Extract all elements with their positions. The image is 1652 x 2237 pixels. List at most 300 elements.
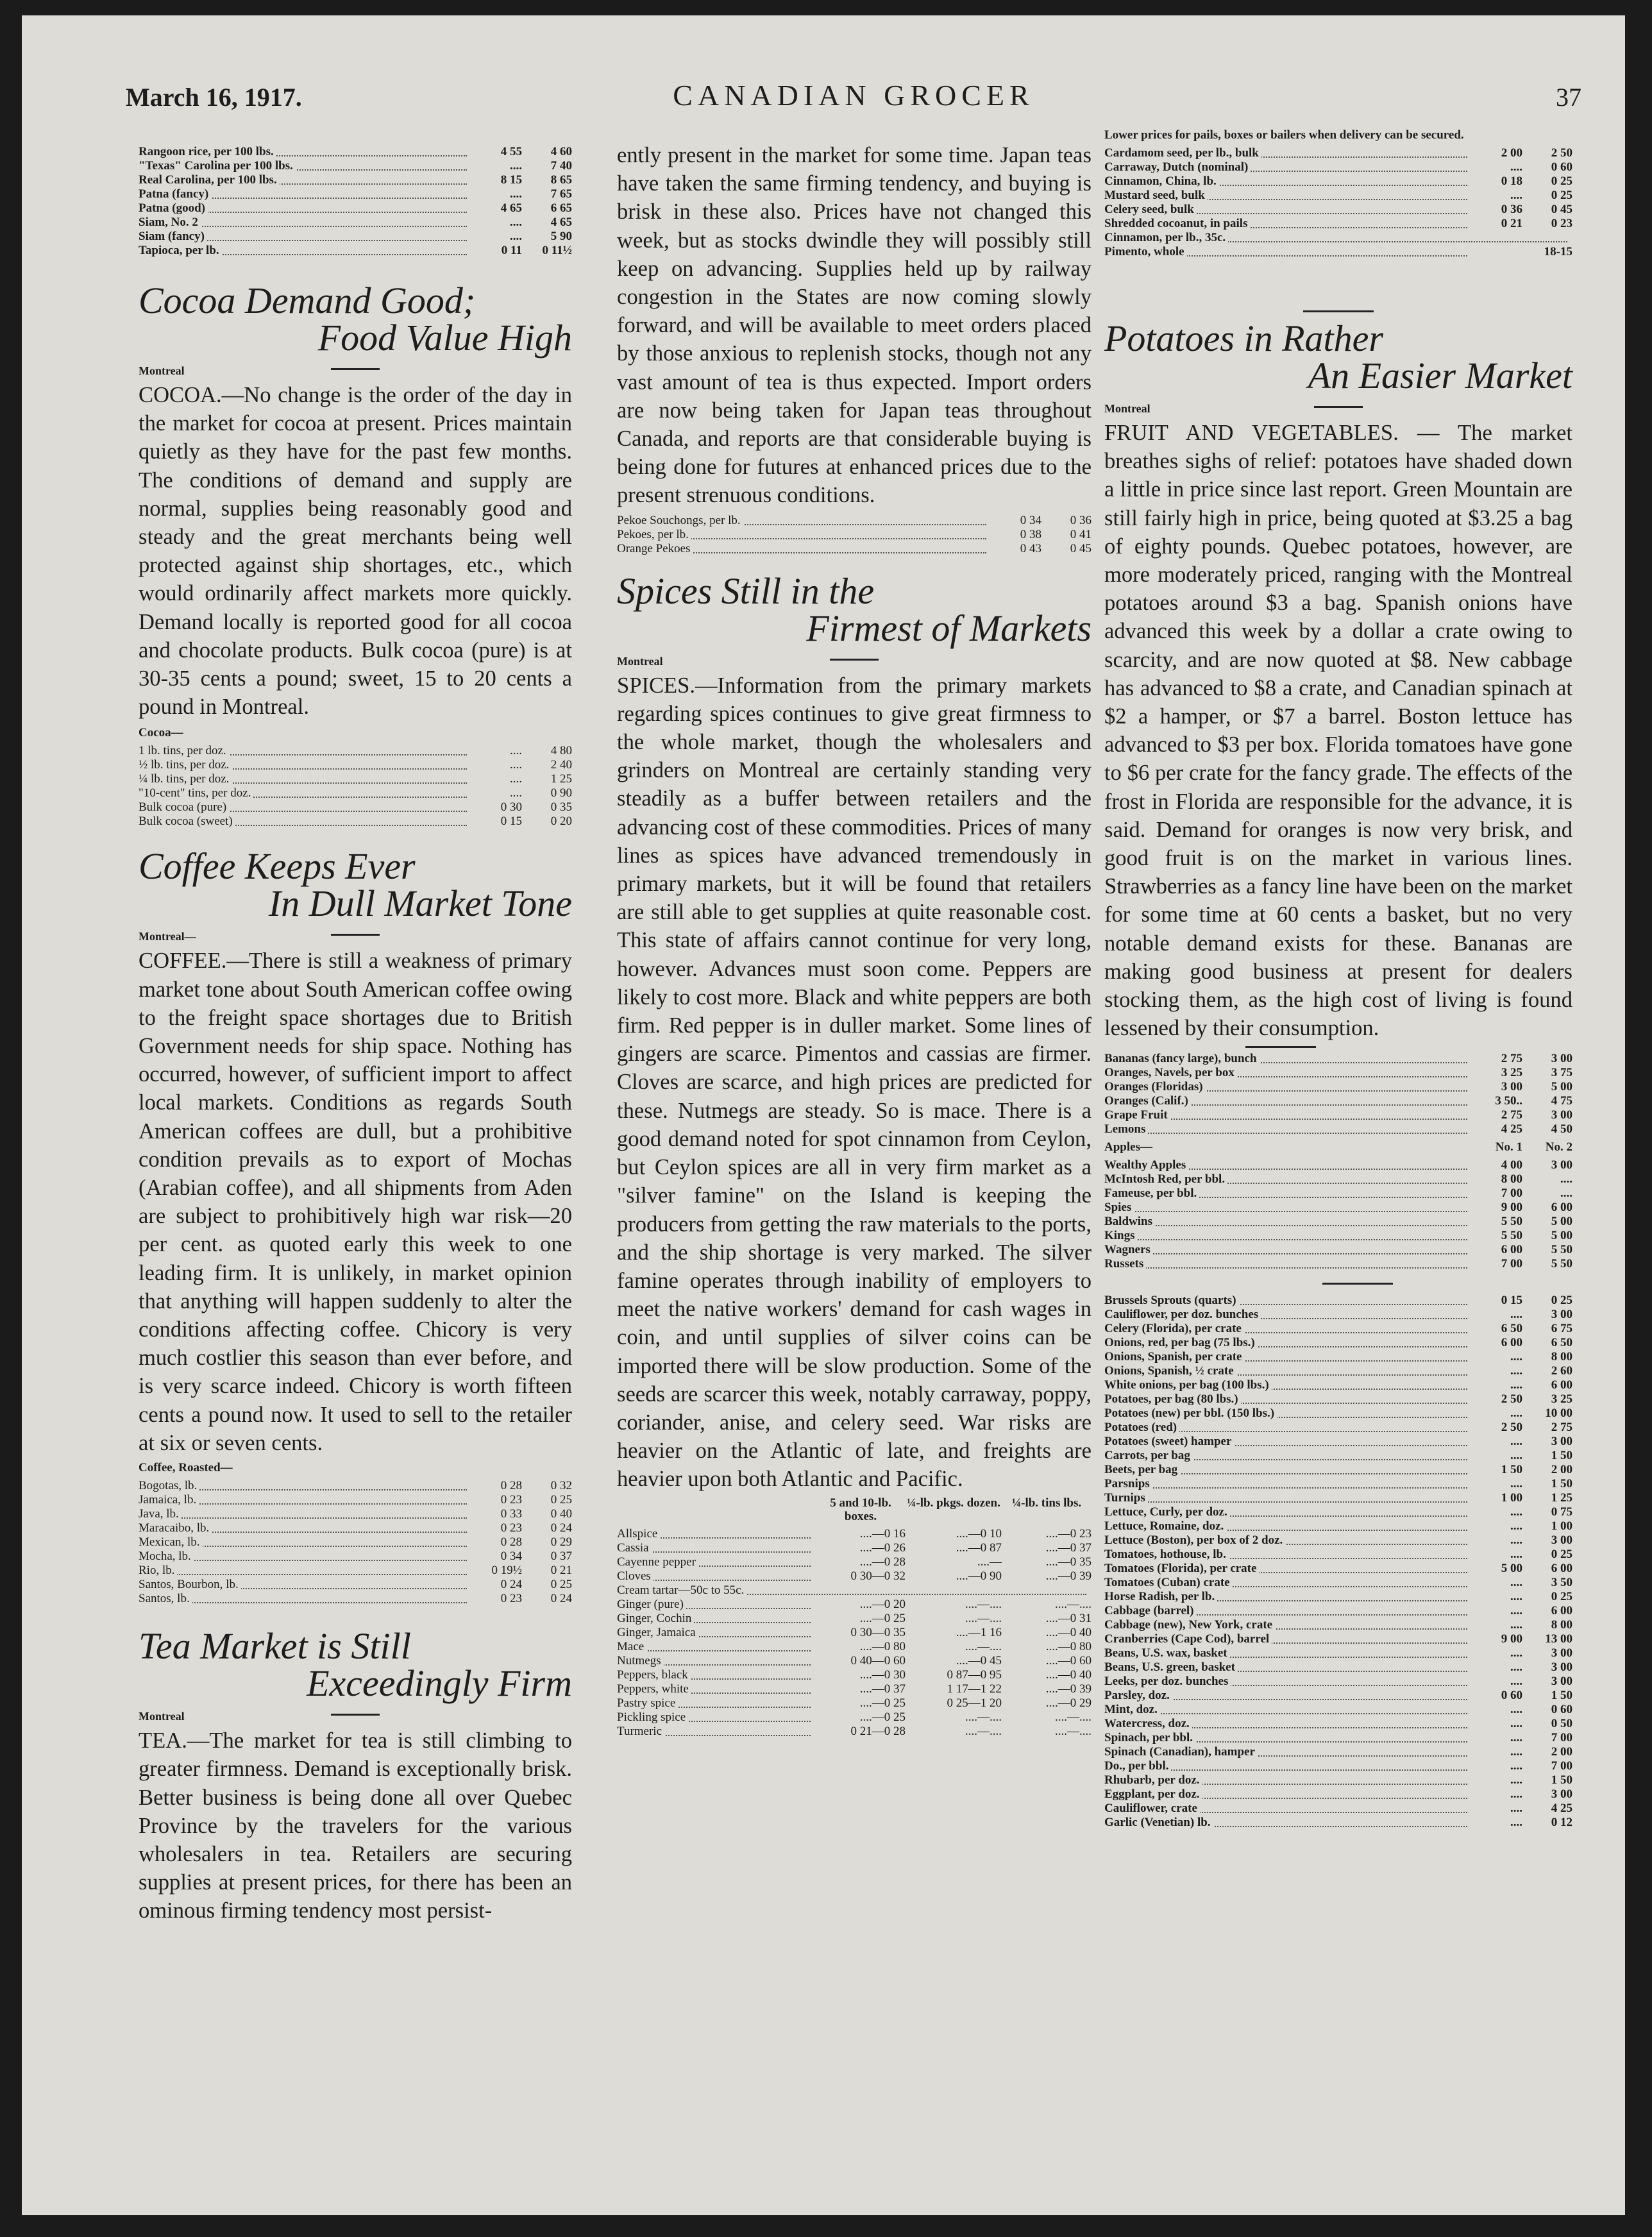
price-cell: 0 28 <box>500 1535 522 1549</box>
price-cell: .... <box>1510 1533 1522 1548</box>
item-name: Watercress, doz. <box>1104 1717 1472 1731</box>
item-name: White onions, per bag (100 lbs.) <box>1104 1378 1472 1392</box>
item-name: Patna (fancy) <box>139 187 472 201</box>
price-cell: 7 00 <box>1551 1759 1572 1773</box>
item-name: Pekoes, per lb. <box>617 528 991 542</box>
price-cell: 7 65 <box>550 187 572 201</box>
coffee-table-heading: Coffee, Roasted— <box>139 1461 233 1475</box>
dateline-rule <box>830 659 879 661</box>
item-name: Shredded cocoanut, in pails <box>1104 217 1472 231</box>
price-cell: 2 00 <box>1551 1463 1572 1477</box>
price-cell: 9 00 <box>1501 1632 1522 1646</box>
price-cell: 5 50 <box>1551 1243 1572 1257</box>
item-name: Tomatoes (Florida), per crate <box>1104 1562 1472 1576</box>
price-cell: 5 00 <box>1551 1215 1572 1229</box>
table-row <box>1104 1604 1572 1618</box>
table-row <box>617 542 1092 556</box>
table-row <box>139 230 572 244</box>
item-name: Cinnamon, China, lb. <box>1104 174 1472 189</box>
table-row <box>1104 1308 1572 1322</box>
item-name: Bogotas, lb. <box>139 1479 472 1493</box>
item-name: Oranges (Floridas) <box>1104 1080 1472 1094</box>
price-cell: 3 50 <box>1551 1576 1572 1590</box>
price-cell: 0 43 <box>1020 541 1041 555</box>
table-row <box>1104 1505 1572 1519</box>
price-cell: 0 21 <box>550 1564 572 1578</box>
table-row <box>1104 217 1572 231</box>
price-cell: 1 50 <box>1501 1463 1522 1477</box>
dateline-text: Montreal <box>139 364 185 377</box>
item-name: Horse Radish, per lb. <box>1104 1590 1472 1604</box>
item-name: ¼ lb. tins, per doz. <box>139 772 472 786</box>
item-name: Lettuce, Romaine, doz. <box>1104 1519 1472 1533</box>
price-cell: 0 15 <box>1501 1294 1522 1308</box>
table-row <box>139 187 572 201</box>
price-cell: .... <box>1510 1590 1522 1604</box>
price-cell: 0 25 <box>1551 1548 1572 1562</box>
price-cell: 0 24 <box>550 1521 572 1535</box>
table-row <box>1104 1350 1572 1364</box>
coffee-headline-line1: Coffee Keeps Ever <box>139 845 416 888</box>
item-name: Mocha, lb. <box>139 1549 472 1564</box>
item-name: Do., per bbl. <box>1104 1759 1472 1773</box>
price-cell: ....—0 30 <box>859 1667 906 1682</box>
price-cell: 8 15 <box>500 173 522 187</box>
price-cell: ....—0 25 <box>859 1696 906 1710</box>
price-cell: .... <box>1510 1745 1522 1759</box>
table-row <box>617 1527 1092 1541</box>
item-name: Beets, per bag <box>1104 1463 1472 1477</box>
price-cell: ....—0 80 <box>859 1639 906 1653</box>
coffee-dateline <box>139 931 572 945</box>
price-cell: 7 00 <box>1551 1731 1572 1745</box>
price-cell: .... <box>1560 1186 1572 1201</box>
table-row <box>1104 1294 1572 1308</box>
price-cell: .... <box>1510 160 1522 174</box>
price-cell: .... <box>1510 1548 1522 1562</box>
price-cell: 0 25 <box>1551 189 1572 202</box>
table-row <box>1104 245 1572 259</box>
price-cell: 4 25 <box>1551 1802 1572 1816</box>
table-row <box>1104 1773 1572 1787</box>
table-row <box>617 1725 1092 1739</box>
table-row <box>139 201 572 215</box>
item-name: Carrots, per bag <box>1104 1449 1472 1463</box>
spices-col-header-boxes: 5 and 10-lb. boxes. <box>830 1496 891 1523</box>
item-name: Siam, No. 2 <box>139 215 472 230</box>
table-row <box>1104 1802 1572 1816</box>
price-cell: 2 00 <box>1551 1745 1572 1759</box>
dateline-rule <box>331 934 380 936</box>
table-row <box>617 1640 1092 1654</box>
price-cell: 0 28 <box>500 1479 522 1493</box>
table-row <box>617 1626 1092 1640</box>
item-name: Allspice <box>617 1527 816 1541</box>
price-cell: .... <box>1510 1816 1522 1830</box>
price-cell: ....—0 87 <box>956 1541 1002 1555</box>
item-name: Lemons <box>1104 1122 1472 1136</box>
price-cell: ....—.... <box>1055 1597 1092 1611</box>
table-row <box>139 758 572 772</box>
table-row <box>617 1555 1092 1569</box>
price-cell: .... <box>510 215 522 229</box>
price-cell: 7 00 <box>1501 1186 1522 1201</box>
price-cell: .... <box>1510 1660 1522 1675</box>
price-cell: 6 50 <box>1501 1322 1522 1336</box>
price-cell: 0 25 <box>1551 174 1572 188</box>
item-name: Kings <box>1104 1229 1472 1243</box>
table-row <box>139 1521 572 1535</box>
coffee-article-body: COFFEE.—There is still a weakness of primary market tone about South American coffee owing to the freight space shortages due to British Government needs for ship space. Nothing has occurred, however, of sufficient import to affect local markets. Conditions as regards South American coffees are dull, but a prohibitive condition prevails as to export of Mochas (Arabian coffee), and all shipments from Aden are subject to prohibitively high war risk—20 per cent. as quoted early this week to one leading firm. It is unlikely, in market opinion that anything will happen suddenly to alter the conditions affecting coffee. Chicory is very much costlier this season than ever before, and is very scarce indeed. Chicory is worth fifteen cents a pound now. It used to sell to the retailer at six or seven cents. <box>139 949 572 1455</box>
item-name: Parsnips <box>1104 1477 1472 1491</box>
item-name: Celery seed, bulk <box>1104 203 1472 217</box>
price-cell: .... <box>510 786 522 800</box>
table-row <box>1104 1158 1572 1172</box>
price-cell: .... <box>1560 1172 1572 1186</box>
item-name: McIntosh Red, per bbl. <box>1104 1172 1472 1186</box>
price-cell: 3 00 <box>1551 1108 1572 1122</box>
price-cell: 6 00 <box>1551 1201 1572 1215</box>
item-name: Mint, doz. <box>1104 1703 1472 1717</box>
item-name: Santos, lb. <box>139 1592 472 1606</box>
table-row <box>1104 1243 1572 1257</box>
item-name: Spinach (Canadian), hamper <box>1104 1745 1472 1759</box>
price-cell: ....—0 90 <box>956 1569 1002 1583</box>
price-cell: 0 23 <box>500 1521 522 1535</box>
table-row <box>617 1541 1092 1555</box>
table-row <box>1104 1421 1572 1435</box>
price-cell: 2 50 <box>1551 146 1572 160</box>
table-row <box>617 1682 1092 1696</box>
table-row <box>617 1569 1092 1583</box>
rice-price-table <box>139 145 572 258</box>
item-name: Parsley, doz. <box>1104 1689 1472 1703</box>
item-name: Potatoes (red) <box>1104 1421 1472 1435</box>
running-head <box>126 78 1581 123</box>
table-row <box>139 772 572 786</box>
item-name: Peppers, black <box>617 1668 816 1682</box>
price-cell: ....—0 39 <box>1045 1682 1092 1696</box>
price-cell: 0 40—0 60 <box>850 1653 906 1667</box>
item-name: ½ lb. tins, per doz. <box>139 758 472 772</box>
table-row <box>1104 1759 1572 1773</box>
table-row <box>1104 1215 1572 1229</box>
potatoes-article-body: FRUIT AND VEGETABLES. — The market breathes sighs of relief: potatoes have shaded down a little in price since last report. Green Mountain are still fairly high in price, being quoted at $3.25 a bag of eighty pounds. Quebec potatoes, however, are more moderately priced, ranging with the Montreal potatoes around $3 a bag. Spanish onions have advanced this week by a dollar a crate owing to scarcity, and are now quoted at $8. New cabbage has advanced to $8 a crate, and Canadian spinach at $2 a hamper, or $7 a barrel. Boston lettuce has advanced to $3 per box. Florida tomatoes have gone to $6 per crate for the fancy grade. The effects of the frost in Florida are responsible for the advance, it is said. Demand for oranges is now very brisk, and good fruit is on the market in various lines. Strawberries as a fancy line have been on the market for some time at 60 cents a basket, but no very notable demand exists for these. Bananas are making good business at present for dealers stocking them, as the high cost of living is found lessened by their consumption. <box>1104 421 1572 1041</box>
tea-dateline <box>139 1711 572 1725</box>
item-name: Russets <box>1104 1257 1472 1271</box>
price-cell: ....—1 16 <box>956 1625 1002 1639</box>
price-cell: 4 25 <box>1501 1122 1522 1136</box>
column-1 <box>139 141 572 1925</box>
price-cell: 0 21—0 28 <box>850 1724 906 1738</box>
table-row <box>1104 1392 1572 1406</box>
publication-title: CANADIAN GROCER <box>673 79 1034 112</box>
price-cell: 5 00 <box>1501 1562 1522 1576</box>
table-row <box>139 1507 572 1521</box>
table-row <box>1104 1646 1572 1660</box>
price-cell: 2 50 <box>1501 1421 1522 1435</box>
price-cell: 0 23 <box>500 1592 522 1606</box>
price-cell: .... <box>510 187 522 201</box>
price-cell: 8 00 <box>1551 1618 1572 1632</box>
price-cell: ....—0 45 <box>956 1653 1002 1667</box>
price-cell: 6 00 <box>1551 1562 1572 1576</box>
table-row <box>1104 1689 1572 1703</box>
price-cell: 4 50 <box>1551 1122 1572 1136</box>
item-name: Jamaica, lb. <box>139 1493 472 1507</box>
table-row <box>1104 1080 1572 1094</box>
price-cell: .... <box>1510 1675 1522 1689</box>
table-row <box>1104 1562 1572 1576</box>
item-name: Potatoes (sweet) hamper <box>1104 1435 1472 1449</box>
tea-article-body-part2: ently present in the market for some time. Japan teas have taken the same firming tendency, and buying is brisk in these also. Prices have not changed this week, but as stocks dwindle they will possibly still keep on advancing. Supplies held up by railway congestion in the States are now coming slowly forward, and will be available to meet orders placed by those anxious to replenish stocks, though not any vast amount of tea is thus expected. Import orders are now being taken for Japan teas throughout Canada, and reports are that considerable buying is being done for futures at enhanced prices due to the present strenuous conditions. <box>617 143 1092 508</box>
potatoes-headline <box>1104 317 1572 396</box>
price-cell: ....—.... <box>965 1639 1002 1653</box>
coffee-price-table <box>139 1479 572 1606</box>
price-cell: .... <box>1510 1703 1522 1717</box>
table-row <box>1104 1632 1572 1646</box>
section-rule <box>1322 1283 1393 1285</box>
table-row <box>1104 1435 1572 1449</box>
item-name: Rangoon rice, per 100 lbs. <box>139 145 472 159</box>
table-row <box>1104 1322 1572 1336</box>
price-cell: 0 12 <box>1551 1816 1572 1830</box>
item-name: Wagners <box>1104 1243 1472 1257</box>
newspaper-page <box>22 15 1625 2215</box>
price-cell: 1 50 <box>1551 1689 1572 1703</box>
item-name: Spies <box>1104 1201 1472 1215</box>
price-cell: 0 20 <box>550 815 572 829</box>
item-name: Potatoes, per bag (80 lbs.) <box>1104 1392 1472 1406</box>
table-row <box>139 173 572 187</box>
price-cell: 3 00 <box>1551 1646 1572 1660</box>
table-row <box>139 1493 572 1507</box>
section-rule <box>1245 1046 1316 1048</box>
item-name: Bulk cocoa (sweet) <box>139 815 472 829</box>
price-cell: ....—.... <box>965 1724 1002 1738</box>
price-cell: ....—0 10 <box>956 1526 1002 1541</box>
item-name: Garlic (Venetian) lb. <box>1104 1816 1472 1830</box>
price-cell: 0 60 <box>1551 160 1572 174</box>
price-cell: 8 00 <box>1551 1350 1572 1364</box>
price-cell: 2 75 <box>1501 1108 1522 1122</box>
table-row <box>139 1479 572 1493</box>
item-name: Grape Fruit <box>1104 1108 1472 1122</box>
item-name: Celery (Florida), per crate <box>1104 1322 1472 1336</box>
coffee-headline <box>139 845 572 925</box>
price-cell: 0 25 <box>1551 1590 1572 1604</box>
table-row <box>1104 1122 1572 1136</box>
item-name: Beans, U.S. wax, basket <box>1104 1646 1472 1660</box>
table-row <box>1104 1548 1572 1562</box>
table-row <box>139 1535 572 1549</box>
price-cell: 6 75 <box>1551 1322 1572 1336</box>
item-name: Cauliflower, crate <box>1104 1802 1472 1816</box>
table-row <box>139 815 572 829</box>
table-row <box>139 145 572 159</box>
price-cell: 13 00 <box>1545 1632 1572 1646</box>
price-cell: 0 30—0 35 <box>850 1625 906 1639</box>
table-row <box>1104 160 1572 174</box>
price-cell: 6 00 <box>1501 1336 1522 1350</box>
item-name: Ginger, Jamaica <box>617 1626 816 1640</box>
item-name: Mexican, lb. <box>139 1535 472 1549</box>
cocoa-headline <box>139 282 572 357</box>
price-cell: 0 37 <box>550 1549 572 1564</box>
potatoes-headline-line1: Potatoes in Rather <box>1104 317 1383 359</box>
cocoa-price-table <box>139 744 572 829</box>
price-cell: 0 25—1 20 <box>947 1696 1002 1710</box>
price-cell: 0 24 <box>500 1578 522 1592</box>
price-cell: 5 00 <box>1551 1229 1572 1243</box>
item-name: Cayenne pepper <box>617 1555 816 1569</box>
price-cell: .... <box>1510 1576 1522 1590</box>
item-name: Brussels Sprouts (quarts) <box>1104 1294 1472 1308</box>
item-name: Lettuce (Boston), per box of 2 doz. <box>1104 1533 1472 1548</box>
price-cell: 0 33 <box>500 1507 522 1521</box>
price-cell: 3 00 <box>1551 1052 1572 1066</box>
price-cell: 2 40 <box>550 758 572 772</box>
table-row <box>617 1696 1092 1710</box>
item-name: Cream tartar—50c to 55c. <box>617 1583 1092 1598</box>
price-cell: .... <box>1510 189 1522 202</box>
apples-col-no2: No. 2 <box>1545 1140 1572 1154</box>
price-cell: ....—0 25 <box>859 1710 906 1724</box>
table-row <box>139 1549 572 1564</box>
price-cell: 0 23 <box>500 1493 522 1507</box>
price-cell: 0 34 <box>1020 513 1041 527</box>
item-name: Cinnamon, per lb., 35c. <box>1104 231 1572 245</box>
price-cell: ....—.... <box>965 1597 1002 1611</box>
seeds-note: Lower prices for pails, boxes or bailers when delivery can be secured. <box>1104 128 1464 142</box>
item-name: Cranberries (Cape Cod), barrel <box>1104 1632 1472 1646</box>
vegetables-price-table <box>1104 1294 1572 1830</box>
price-cell: 1 50 <box>1551 1773 1572 1787</box>
table-row <box>1104 1201 1572 1215</box>
price-cell: 2 50 <box>1501 1392 1522 1406</box>
price-cell: .... <box>1510 1308 1522 1322</box>
table-row <box>139 1578 572 1592</box>
price-cell: 0 34 <box>500 1549 522 1564</box>
table-row <box>1104 1576 1572 1590</box>
price-cell: .... <box>1510 1406 1522 1421</box>
price-cell: .... <box>1510 1618 1522 1632</box>
table-row <box>1104 189 1572 203</box>
price-cell: 3 00 <box>1551 1308 1572 1322</box>
price-cell: ....—0 40 <box>1045 1625 1092 1639</box>
price-cell: ....—0 31 <box>1045 1611 1092 1625</box>
cocoa-dateline <box>139 366 572 380</box>
price-cell: .... <box>1510 1435 1522 1449</box>
price-cell: 5 50 <box>1501 1229 1522 1243</box>
table-row <box>1104 1787 1572 1802</box>
table-row <box>1104 1336 1572 1350</box>
item-name: Pickling spice <box>617 1710 816 1725</box>
item-name: Patna (good) <box>139 201 472 215</box>
item-name: Java, lb. <box>139 1507 472 1521</box>
dateline-rule <box>331 368 380 370</box>
price-cell: 7 00 <box>1501 1257 1522 1271</box>
price-cell: 2 75 <box>1501 1052 1522 1066</box>
price-cell: 0 21 <box>1501 217 1522 230</box>
page-number: 37 <box>1556 83 1581 112</box>
price-cell: .... <box>1510 1519 1522 1533</box>
table-row <box>1104 1477 1572 1491</box>
price-cell: 3 00 <box>1551 1435 1572 1449</box>
item-name: Mustard seed, bulk <box>1104 189 1472 203</box>
price-cell: 0 45 <box>1551 203 1572 216</box>
table-row <box>1104 1816 1572 1830</box>
price-cell: 3 00 <box>1551 1675 1572 1689</box>
cocoa-headline-line1: Cocoa Demand Good; <box>139 280 476 321</box>
table-row <box>139 786 572 800</box>
price-cell: 0 24 <box>550 1592 572 1606</box>
price-cell: 0 25 <box>550 1493 572 1507</box>
price-cell: .... <box>1510 1604 1522 1618</box>
spices-dateline <box>617 656 1092 670</box>
item-name: Pastry spice <box>617 1696 816 1710</box>
price-cell: 4 00 <box>1501 1158 1522 1172</box>
table-row <box>1104 1675 1572 1689</box>
price-cell: 5 50 <box>1501 1215 1522 1229</box>
price-cell: 8 00 <box>1501 1172 1522 1186</box>
item-name: Ginger, Cochin <box>617 1612 816 1626</box>
item-name: Santos, Bourbon, lb. <box>139 1578 472 1592</box>
price-cell: ....—0 20 <box>859 1597 906 1611</box>
price-cell: 10 00 <box>1545 1406 1572 1421</box>
table-row <box>139 1564 572 1578</box>
price-cell: 0 75 <box>1551 1505 1572 1519</box>
item-name: Onions, Spanish, ½ crate <box>1104 1364 1472 1378</box>
issue-date: March 16, 1917. <box>126 83 302 112</box>
price-cell: .... <box>1510 1759 1522 1773</box>
table-row <box>1104 174 1572 189</box>
item-name: Turnips <box>1104 1491 1472 1505</box>
item-name: Eggplant, per doz. <box>1104 1787 1472 1802</box>
spices-col-header-pkgs: ¼-lb. pkgs. dozen. <box>907 1496 1000 1510</box>
price-cell: 3 00 <box>1551 1158 1572 1172</box>
price-cell: 3 00 <box>1551 1660 1572 1675</box>
price-cell: 1 00 <box>1501 1491 1522 1505</box>
item-name: "10-cent" tins, per doz. <box>139 786 472 800</box>
spices-headline-line2: Firmest of Markets <box>806 607 1092 649</box>
item-name: Ginger (pure) <box>617 1598 816 1612</box>
item-name: Pekoe Souchongs, per lb. <box>617 514 991 528</box>
price-cell: ....—0 29 <box>1045 1696 1092 1710</box>
price-cell: .... <box>1510 1773 1522 1787</box>
table-row <box>1104 1172 1572 1186</box>
price-cell: 6 00 <box>1501 1243 1522 1257</box>
table-row <box>1104 203 1572 217</box>
item-name: Tomatoes (Cuban) crate <box>1104 1576 1472 1590</box>
price-cell: 0 15 <box>500 815 522 829</box>
price-cell: 9 00 <box>1501 1201 1522 1215</box>
item-name: Spinach, per bbl. <box>1104 1731 1472 1745</box>
item-name: Cassia <box>617 1541 816 1555</box>
table-row <box>139 1592 572 1606</box>
price-cell: ....— <box>977 1555 1002 1569</box>
item-name: Beans, U.S. green, basket <box>1104 1660 1472 1675</box>
price-cell: ....—0 37 <box>1045 1541 1092 1555</box>
price-cell: 0 25 <box>550 1578 572 1592</box>
item-name: Wealthy Apples <box>1104 1158 1472 1172</box>
price-cell: 4 55 <box>500 145 522 158</box>
item-name: Turmeric <box>617 1725 816 1739</box>
price-cell: ....—.... <box>965 1710 1002 1724</box>
table-row <box>1104 1533 1572 1548</box>
item-name: Cauliflower, per doz. bunches <box>1104 1308 1472 1322</box>
price-cell: 0 36 <box>1070 513 1092 527</box>
